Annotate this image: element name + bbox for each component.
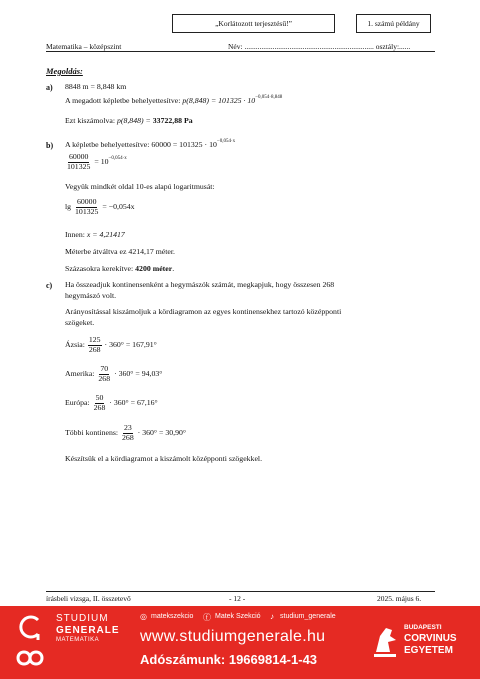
part-c-p1-line1: Ha összeadjuk kontinensenként a hegymászók számát, megkapjuk, hogy összesen 268 [65, 280, 335, 289]
part-a-label: a) [46, 83, 53, 92]
angle-row-name: Ázsia: [65, 339, 85, 349]
tax-number: Adószámunk: 19669814-1-43 [140, 652, 318, 667]
innen-text: Innen: [65, 230, 85, 239]
angle-row-result: · 360° = 94,03° [114, 368, 163, 378]
part-b-label: b) [46, 141, 54, 150]
social-instagram[interactable]: matekszekcio [151, 613, 194, 620]
angle-row-result: · 360° = 167,91° [104, 339, 157, 349]
part-b-line1-exp: −0,054·x [216, 139, 236, 144]
header-divider [46, 51, 435, 52]
part-b-log-equation [65, 198, 135, 216]
angle-row-name: Amerika: [65, 368, 95, 378]
log-denominator: 101325 [75, 206, 99, 216]
social-tiktok[interactable]: studium_generale [280, 613, 336, 620]
part-a-line2-text: A megadott képletbe behelyettesítve: [65, 96, 181, 105]
part-c-p1-line2: hegymászó volt. [65, 291, 117, 300]
part-b-rounding: Százasokra kerekítve: 4200 méter. [65, 264, 175, 273]
solution-title: Megoldás: [46, 66, 83, 76]
tiktok-icon[interactable]: ♪ [270, 612, 274, 621]
part-a-line2 [65, 97, 282, 105]
brand-matematika: MATEMATIKA [56, 637, 100, 643]
rounding-text: Százasokra kerekítve: [65, 264, 134, 273]
part-c-p2-line2: szögeket. [65, 318, 95, 327]
fraction-numerator: 125 [88, 335, 101, 344]
angle-row-name: Többi kontinens: [65, 427, 119, 437]
fraction-numerator: 70 [100, 364, 109, 373]
part-b-log-text: Vegyük mindkét oldal 10-es alapú logaritmusát: [65, 182, 215, 191]
footer-divider [46, 591, 435, 592]
angle-fraction [121, 424, 135, 442]
part-c-final: Készítsük el a kördiagramot a kiszámolt középponti szögekkel. [65, 454, 263, 463]
university-egyetem: EGYETEM [404, 645, 453, 656]
subject-level: Matematika – középszint [46, 42, 122, 51]
log-rhs: = −0,054x [102, 201, 135, 211]
part-b-meter: Méterbe átváltva ez 4214,17 méter. [65, 247, 175, 256]
fraction-denominator: 268 [98, 373, 111, 383]
university-corvinus: CORVINUS [404, 633, 457, 644]
angle-row-result: · 360° = 67,16° [109, 397, 158, 407]
name-class-field: Név: ..................................................................... osztály:...... [228, 42, 411, 51]
part-c-label: c) [46, 281, 53, 290]
part-a-line2-formula: p(8,848) = 101325 · 10 [182, 96, 256, 105]
angle-fraction [93, 394, 107, 412]
distribution-notice-box [172, 14, 335, 33]
angle-row-america [65, 365, 162, 383]
ratio-denominator: 101325 [67, 161, 91, 171]
corvinus-raven-logo-icon [370, 622, 400, 660]
fraction-numerator: 50 [95, 393, 104, 402]
part-a-line3-formula: p(8,848) = [116, 116, 151, 125]
angle-fraction [97, 365, 111, 383]
footer-date: 2025. május 6. [377, 594, 422, 603]
ratio-rhs: = 10 [94, 156, 109, 166]
angle-row-result: · 360° = 30,90° [137, 427, 186, 437]
log-fraction [74, 198, 99, 216]
angle-row-other [65, 424, 186, 442]
log-prefix: lg [65, 201, 72, 211]
angle-row-name: Európa: [65, 397, 90, 407]
part-b-line1-text: A képletbe behelyettesítve: [65, 140, 150, 149]
ratio-rhs-exp: −0,054·x [108, 155, 127, 161]
part-b-ratio-equation [65, 153, 127, 171]
brand-generale: GENERALE [56, 625, 120, 636]
part-a-result: 33722,88 Pa [152, 116, 193, 125]
university-budapesti: BUDAPESTI [404, 624, 442, 631]
part-b-innen [65, 231, 125, 239]
instagram-icon[interactable]: ◎ [140, 612, 147, 621]
fraction-denominator: 268 [122, 432, 134, 442]
social-facebook[interactable]: Matek Szekció [215, 613, 261, 620]
part-b-line1-formula: 60000 = 101325 · 10 [151, 140, 217, 149]
angle-row-europe [65, 394, 158, 412]
website-url[interactable]: www.studiumgenerale.hu [140, 628, 326, 645]
fraction-numerator: 23 [123, 423, 132, 432]
copy-number: 1. számú példány [367, 19, 420, 28]
ratio-fraction [66, 153, 91, 171]
distribution-notice: „Korlátozott terjesztésű!” [215, 19, 292, 28]
part-c-p2-line1: Arányosítással kiszámoljuk a kördiagramon az egyes kontinensekhez tartozó középponti [65, 307, 342, 316]
log-numerator: 60000 [76, 197, 97, 206]
sponsor-banner [0, 606, 480, 679]
angle-fraction [88, 336, 102, 354]
fraction-denominator: 268 [93, 402, 106, 412]
part-a-line3 [65, 117, 193, 125]
rounding-value: 4200 méter [135, 264, 173, 273]
part-a-line3-text: Ezt kiszámolva: [65, 116, 116, 125]
innen-value: x = 4,21417 [86, 230, 125, 239]
copy-number-box [356, 14, 431, 33]
studium-generale-logo-icon [10, 614, 50, 672]
part-a-line2-exp: −0,054·8,848 [255, 95, 283, 100]
part-b-line1 [65, 141, 235, 149]
footer-exam: írásbeli vizsga, II. összetevő [46, 594, 131, 603]
page-number: - 12 - [229, 594, 246, 603]
brand-studium: STUDIUM [56, 613, 109, 624]
fraction-denominator: 268 [88, 344, 101, 354]
angle-row-asia [65, 336, 157, 354]
part-a-line1: 8848 m = 8,848 km [65, 82, 127, 91]
facebook-icon[interactable]: ⓕ [203, 613, 211, 622]
ratio-numerator: 60000 [68, 152, 89, 161]
